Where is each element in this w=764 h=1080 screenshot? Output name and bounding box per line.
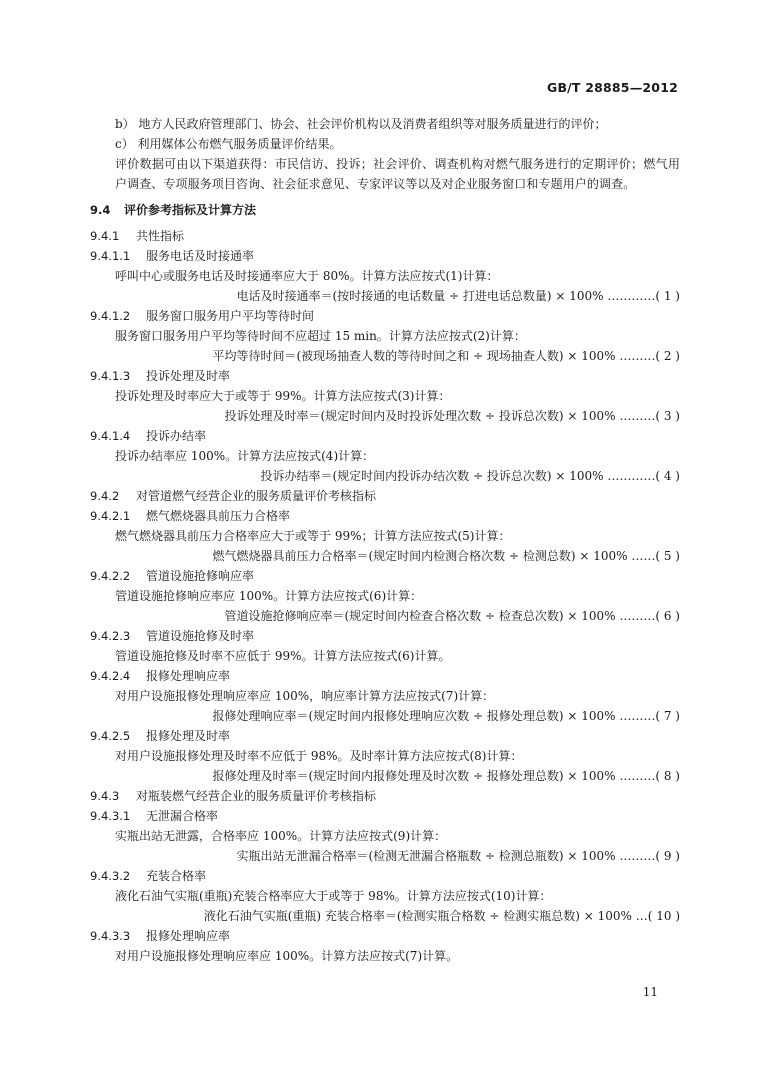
formula-expression: 管道设施抢修响应率＝(规定时间内检查合格次数 ÷ 检查总次数) × 100% [224, 609, 616, 623]
formula-expression: 报修处理及时率＝(规定时间内报修处理及时次数 ÷ 报修处理总数) × 100% [212, 769, 616, 783]
section-number: 9.4.2.1 [90, 509, 131, 523]
equation-number: …………( 4 ) [607, 469, 680, 483]
section-title: 管道设施抢修及时率 [146, 629, 255, 643]
section-heading-9-4-3-1 [90, 806, 680, 826]
section-number: 9.4.2.2 [90, 569, 131, 583]
section-text: 液化石油气实瓶(重瓶)充装合格率应大于或等于 98%。计算方法应按式(10)计算： [115, 889, 552, 903]
section-text: 呼叫中心或服务电话及时接通率应大于 80%。计算方法应按式(1)计算： [115, 269, 499, 283]
formula-expression: 平均等待时间＝(被现场抽查人数的等待时间之和 ÷ 现场抽查人数) × 100% [212, 349, 616, 363]
section-heading-9-4 [90, 200, 680, 220]
section-heading-9-4-2-5 [90, 726, 680, 746]
section-number: 9.4.3.2 [90, 869, 131, 883]
section-number: 9.4.1 [90, 229, 120, 243]
section-number: 9.4.1.1 [90, 249, 131, 263]
section-number: 9.4.2.3 [90, 629, 131, 643]
section-title: 管道设施抢修响应率 [146, 569, 255, 583]
section-heading-9-4-2-1 [90, 506, 680, 526]
section-text: 对用户设施报修处理响应率应 100%。计算方法应按式(7)计算。 [115, 949, 459, 963]
section-heading-9-4-3-2 [90, 866, 680, 886]
section-text: 服务窗口服务用户平均等待时间不应超过 15 min。计算方法应按式(2)计算： [115, 329, 526, 343]
section-number: 9.4.1.4 [90, 429, 131, 443]
list-item-b: b） 地方人民政府管理部门、协会、社会评价机构以及消费者组织等对服务质量进行的评价； [115, 117, 607, 131]
section-number: 9.4.3.1 [90, 809, 131, 823]
formula-2 [90, 346, 680, 366]
section-title: 服务电话及时接通率 [146, 249, 255, 263]
section-number: 9.4.1.2 [90, 309, 131, 323]
equation-number: ………( 2 ) [619, 349, 680, 363]
section-number: 9.4 [90, 203, 111, 217]
section-number: 9.4.2.5 [90, 729, 131, 743]
formula-expression: 电话及时接通率＝(按时接通的电话数量 ÷ 打进电话总数量) × 100% [236, 289, 604, 303]
formula-6 [90, 606, 680, 626]
section-text: 投诉处理及时率应大于或等于 99%。计算方法应按式(3)计算： [115, 389, 451, 403]
section-title: 对瓶装燃气经营企业的服务质量评价考核指标 [136, 789, 377, 803]
standard-code: GB/T 28885—2012 [546, 80, 678, 95]
section-text: 实瓶出站无泄露，合格率应 100%。计算方法应按式(9)计算： [115, 829, 447, 843]
section-heading-9-4-3 [90, 786, 680, 806]
formula-8 [90, 766, 680, 786]
equation-number: ………( 8 ) [619, 769, 680, 783]
section-heading-9-4-1-3 [90, 366, 680, 386]
section-title: 燃气燃烧器具前压力合格率 [146, 509, 291, 523]
section-heading-9-4-2-2 [90, 566, 680, 586]
section-heading-9-4-1 [90, 226, 680, 246]
formula-4 [90, 466, 680, 486]
formula-expression: 液化石油气实瓶(重瓶) 充装合格率＝(检测实瓶合格数 ÷ 检测实瓶总数) × 100% [203, 909, 632, 923]
section-number: 9.4.2.4 [90, 669, 131, 683]
formula-expression: 实瓶出站无泄漏合格率＝(检测无泄漏合格瓶数 ÷ 检测总瓶数) × 100% [236, 849, 616, 863]
equation-number: …( 10 ) [635, 909, 680, 923]
section-number: 9.4.3.3 [90, 929, 131, 943]
document-body [90, 114, 680, 966]
section-heading-9-4-3-3 [90, 926, 680, 946]
section-title: 评价参考指标及计算方法 [124, 203, 257, 217]
section-text: 管道设施抢修响应率应 100%。计算方法应按式(6)计算： [115, 589, 423, 603]
section-title: 投诉办结率 [146, 429, 207, 443]
equation-number: …………( 1 ) [607, 289, 680, 303]
section-title: 服务窗口服务用户平均等待时间 [146, 309, 315, 323]
section-title: 无泄漏合格率 [146, 809, 219, 823]
section-text: 对用户设施报修处理响应率应 100%，响应率计算方法应按式(7)计算： [115, 689, 495, 703]
equation-number: ……( 5 ) [631, 549, 680, 563]
section-heading-9-4-1-2 [90, 306, 680, 326]
section-title: 投诉处理及时率 [146, 369, 231, 383]
section-heading-9-4-2 [90, 486, 680, 506]
formula-5 [90, 546, 680, 566]
formula-1 [90, 286, 680, 306]
section-title: 报修处理及时率 [146, 729, 231, 743]
formula-10 [90, 906, 680, 926]
section-heading-9-4-1-4 [90, 426, 680, 446]
formula-9 [90, 846, 680, 866]
section-text: 管道设施抢修及时率不应低于 99%。计算方法应按式(6)计算。 [115, 649, 451, 663]
section-text: 投诉办结率应 100%。计算方法应按式(4)计算： [115, 449, 375, 463]
section-number: 9.4.3 [90, 789, 120, 803]
section-heading-9-4-2-3 [90, 626, 680, 646]
formula-expression: 燃气燃烧器具前压力合格率＝(规定时间内检测合格次数 ÷ 检测总数) × 100% [212, 549, 628, 563]
formula-expression: 报修处理响应率＝(规定时间内报修处理响应次数 ÷ 报修处理总数) × 100% [212, 709, 616, 723]
section-title: 报修处理响应率 [146, 929, 231, 943]
formula-expression: 投诉处理及时率＝(规定时间内及时投诉处理次数 ÷ 投诉总次数) × 100% [224, 409, 616, 423]
formula-3 [90, 406, 680, 426]
equation-number: ………( 9 ) [619, 849, 680, 863]
equation-number: ………( 7 ) [619, 709, 680, 723]
equation-number: ………( 3 ) [619, 409, 680, 423]
section-title: 报修处理响应率 [146, 669, 231, 683]
section-title: 共性指标 [136, 229, 185, 243]
list-item-c: c） 利用媒体公布燃气服务质量评价结果。 [115, 137, 342, 151]
section-text: 对用户设施报修处理及时率不应低于 98%。及时率计算方法应按式(8)计算： [115, 749, 523, 763]
section-text: 燃气燃烧器具前压力合格率应大于或等于 99%；计算方法应按式(5)计算： [115, 529, 511, 543]
section-title: 对管道燃气经营企业的服务质量评价考核指标 [136, 489, 377, 503]
section-title: 充装合格率 [146, 869, 207, 883]
section-heading-9-4-2-4 [90, 666, 680, 686]
formula-7 [90, 706, 680, 726]
page-number: 11 [642, 985, 658, 999]
paragraph-data-channels: 评价数据可由以下渠道获得：市民信访、投诉；社会评价、调查机构对燃气服务进行的定期评价；燃气用户调查、专项服务项目咨询、社会征求意见、专家评议等以及对企业服务窗口和专题用户的调查。 [115, 157, 680, 191]
section-heading-9-4-1-1 [90, 246, 680, 266]
section-number: 9.4.2 [90, 489, 120, 503]
formula-expression: 投诉办结率＝(规定时间内投诉办结次数 ÷ 投诉总次数) × 100% [260, 469, 604, 483]
section-number: 9.4.1.3 [90, 369, 131, 383]
equation-number: ………( 6 ) [619, 609, 680, 623]
